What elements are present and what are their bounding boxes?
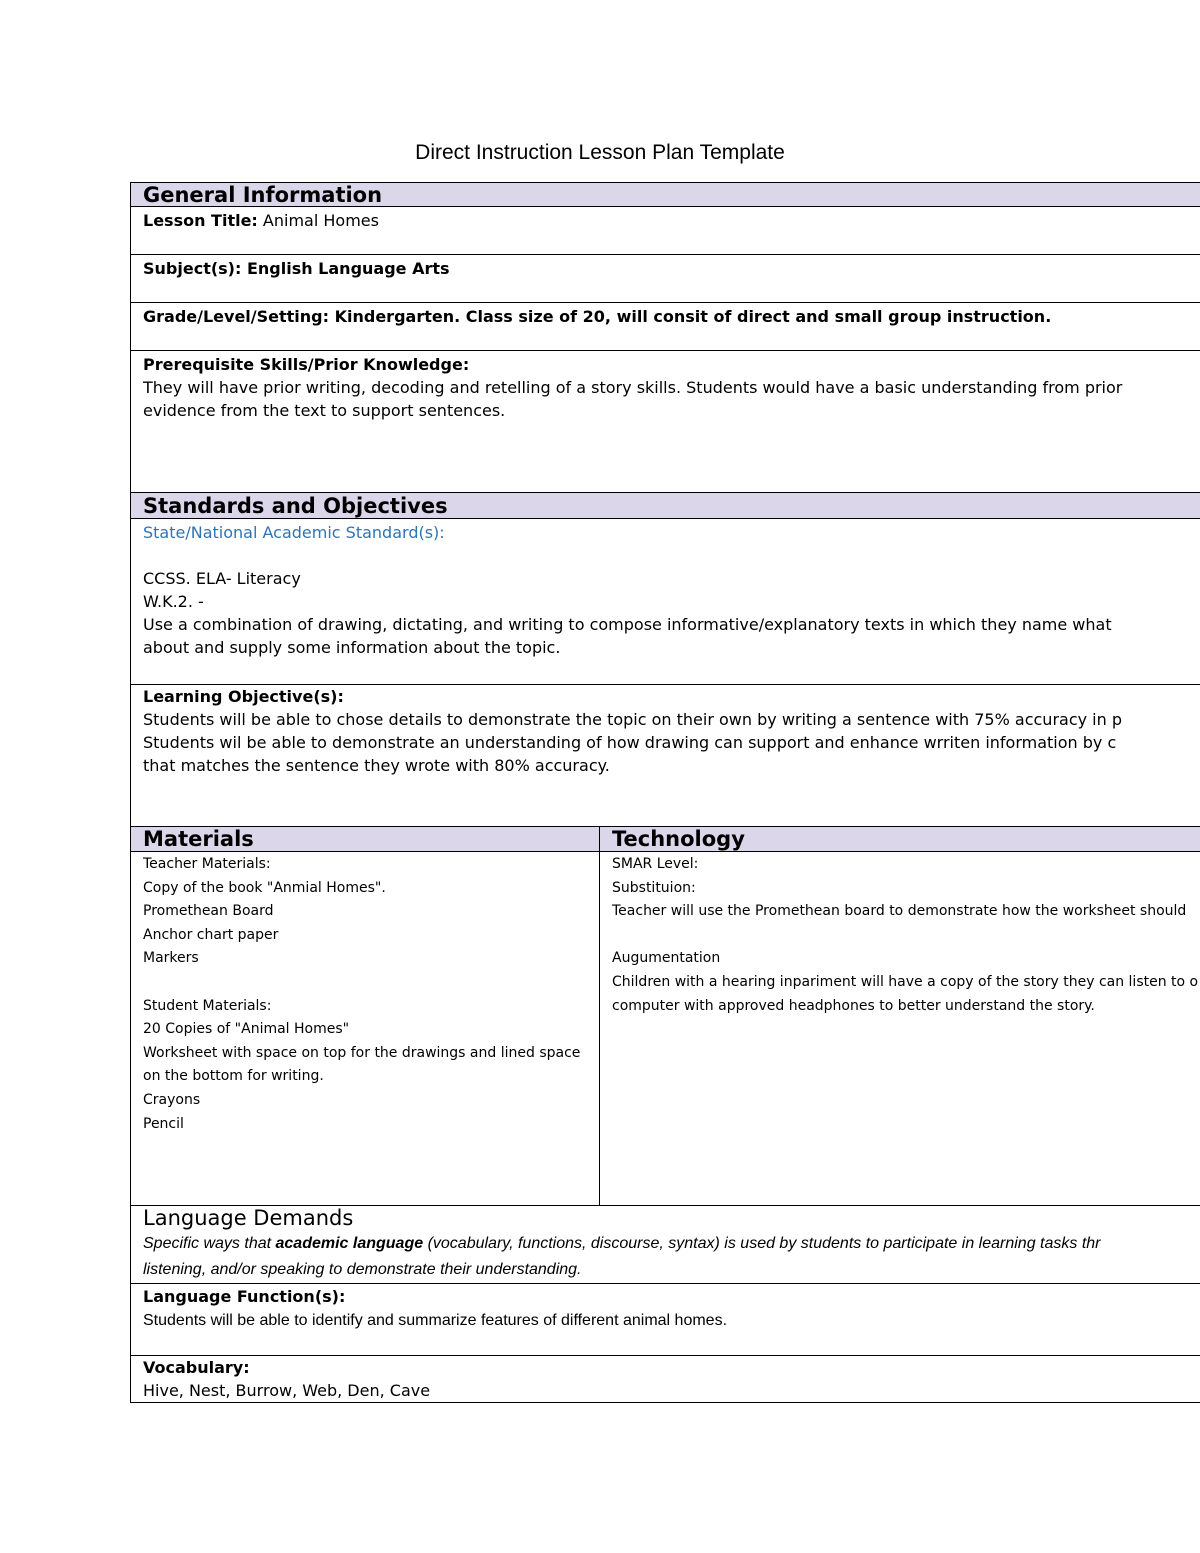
materials-list (131, 852, 600, 1205)
vocabulary-cell (130, 1355, 1200, 1403)
materials-technology-body (130, 851, 1200, 1205)
academic-standards-label: State/National Academic Standard(s): (143, 523, 445, 542)
subject-cell (130, 254, 1200, 302)
language-demands-desc-prefix: Specific ways that (143, 1235, 276, 1252)
lesson-title-cell (130, 206, 1200, 254)
prerequisite-skills-line: They will have prior writing, decoding and retelling of a story skills. Students would have a basic understanding from prior (143, 378, 1123, 397)
technology-line: computer with approved headphones to better understand the story. (612, 997, 1095, 1014)
technology-heading: Technology (612, 827, 745, 851)
language-demands-desc-rest: (vocabulary, functions, discourse, syntax) is used by students to participate in learning tasks thr (423, 1235, 1101, 1252)
materials-line: Pencil (143, 1115, 184, 1132)
technology-line: SMAR Level: (612, 856, 699, 872)
materials-header-cell (131, 827, 600, 851)
technology-line: Children with a hearing inpariment will have a copy of the story they can listen to o (612, 973, 1199, 990)
technology-line: Teacher will use the Promethean board to demonstrate how the worksheet should (612, 903, 1187, 920)
standards-objectives-heading: Standards and Objectives (143, 494, 448, 518)
materials-line: 20 Copies of "Animal Homes" (143, 1021, 350, 1038)
objective-line: Students wil be able to demonstrate an understanding of how drawing can support and enhance wrriten information by c (143, 733, 1117, 752)
lesson-title-value: Animal Homes (257, 211, 379, 230)
materials-line: Crayons (143, 1091, 201, 1108)
vocabulary-label: Vocabulary: (143, 1358, 250, 1377)
document-title: Direct Instruction Lesson Plan Template (415, 141, 785, 164)
language-demands-desc-bold: academic language (275, 1235, 424, 1252)
grade-level-setting-label: Grade/Level/Setting: Kindergarten. Class size of 20, will consit of direct and small group instruction. (143, 307, 1052, 326)
learning-objectives-cell (130, 684, 1200, 826)
language-demands-heading: Language Demands (143, 1206, 354, 1230)
standard-line: W.K.2. - (143, 592, 204, 611)
objective-line: Students will be able to chose details to demonstrate the topic on their own by writing a sentence with 75% accuracy in p (143, 710, 1122, 729)
materials-line: Markers (143, 950, 199, 967)
materials-heading: Materials (143, 827, 254, 851)
materials-technology-header (130, 826, 1200, 851)
standard-line: Use a combination of drawing, dictating, and writing to compose informative/explanatory texts in which they name what (143, 615, 1112, 634)
standard-line: CCSS. ELA- Literacy (143, 569, 301, 588)
standards-objectives-header (130, 492, 1200, 518)
technology-header-cell (600, 827, 1200, 851)
language-demands-desc-line2: listening, and/or speaking to demonstrate their understanding. (143, 1261, 582, 1278)
materials-line: Worksheet with space on top for the drawings and lined space (143, 1044, 581, 1061)
materials-line: Promethean Board (143, 903, 274, 920)
language-function-cell (130, 1283, 1200, 1355)
subject-label: Subject(s): English Language Arts (143, 259, 450, 278)
technology-line: Augumentation (612, 950, 721, 967)
materials-line: Student Materials: (143, 997, 272, 1014)
materials-line: Anchor chart paper (143, 926, 279, 943)
standard-line: about and supply some information about the topic. (143, 638, 561, 657)
prerequisite-skills-cell (130, 350, 1200, 492)
objective-line: that matches the sentence they wrote with 80% accuracy. (143, 756, 610, 775)
technology-line: Substituion: (612, 879, 696, 896)
language-function-text: Students will be able to identify and summarize features of different animal homes. (143, 1312, 728, 1329)
prerequisite-skills-label: Prerequisite Skills/Prior Knowledge: (143, 355, 470, 374)
blank-line (143, 544, 1200, 567)
academic-standards-cell (130, 518, 1200, 684)
language-function-label: Language Function(s): (143, 1287, 346, 1306)
general-information-header (130, 182, 1200, 206)
language-demands-cell (130, 1205, 1200, 1283)
materials-line: Teacher Materials: (143, 856, 271, 872)
technology-list (600, 852, 1200, 1205)
general-information-heading: General Information (143, 183, 383, 206)
vocabulary-text: Hive, Nest, Burrow, Web, Den, Cave (143, 1381, 431, 1400)
blank-line (612, 924, 1200, 948)
language-demands-description (143, 1230, 1200, 1258)
prerequisite-skills-line: evidence from the text to support sentences. (143, 401, 506, 420)
blank-line (143, 971, 587, 995)
materials-line: Copy of the book "Anmial Homes". (143, 879, 386, 896)
materials-line: on the bottom for writing. (143, 1068, 324, 1085)
learning-objectives-label: Learning Objective(s): (143, 687, 344, 706)
grade-level-setting-cell (130, 302, 1200, 350)
lesson-title-label: Lesson Title: (143, 211, 258, 230)
